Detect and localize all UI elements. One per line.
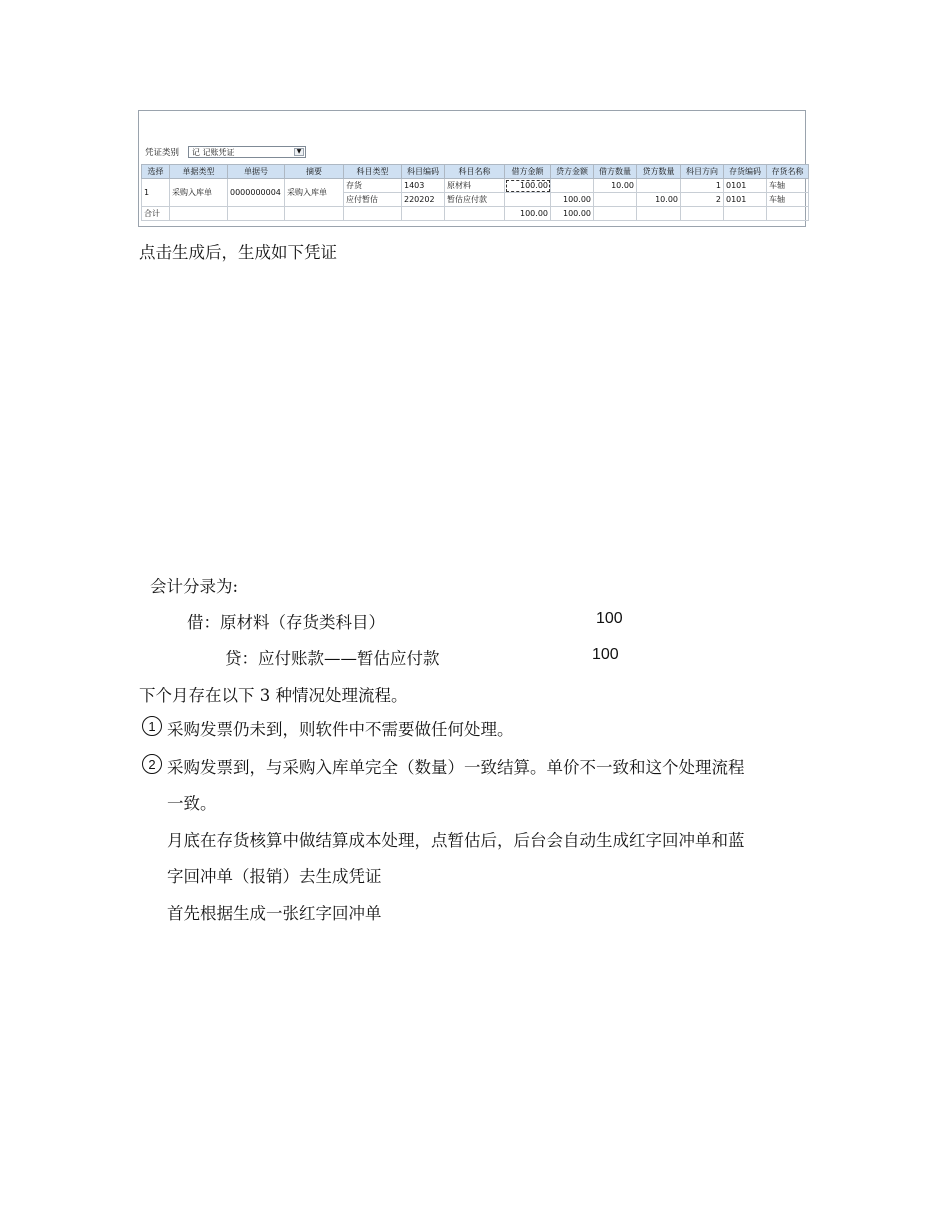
cell-debit-qty[interactable] [594, 193, 637, 207]
cell-credit[interactable]: 100.00 [551, 193, 594, 207]
total-label: 合计 [142, 207, 170, 221]
col-header-credit-qty[interactable]: 贷方数量 [637, 165, 681, 179]
cell-direction[interactable]: 2 [681, 193, 724, 207]
total-credit: 100.00 [551, 207, 594, 221]
cell-acct-type[interactable]: 应付暂估 [344, 193, 402, 207]
voucher-generation-screenshot [138, 110, 806, 227]
cell-select[interactable]: 1 [142, 179, 170, 207]
total-debit: 100.00 [505, 207, 551, 221]
cell-doc-type[interactable]: 采购入库单 [170, 179, 228, 207]
debit-amount: 100 [596, 610, 623, 627]
col-header-inv-name[interactable]: 存货名称 [767, 165, 809, 179]
after-click-text: 点击生成后，生成如下凭证 [139, 243, 337, 262]
col-header-acct-code[interactable]: 科目编码 [402, 165, 445, 179]
col-header-inv-code[interactable]: 存货编码 [724, 165, 767, 179]
col-header-acct-type[interactable]: 科目类型 [344, 165, 402, 179]
voucher-grid [141, 164, 809, 221]
item2-line1: 采购发票到，与采购入库单完全（数量）一致结算。单价不一致和这个处理流程 [167, 758, 745, 777]
credit-amount: 100 [592, 646, 619, 663]
item1-text: 采购发票仍未到，则软件中不需要做任何处理。 [167, 720, 514, 739]
entry-title: 会计分录为: [150, 577, 239, 596]
cell-acct-type[interactable]: 存货 [344, 179, 402, 193]
col-header-doc-type[interactable]: 单据类型 [170, 165, 228, 179]
voucher-type-select[interactable] [188, 146, 306, 158]
col-header-debit-qty[interactable]: 借方数量 [594, 165, 637, 179]
cell-direction[interactable]: 1 [681, 179, 724, 193]
para1-line2: 字回冲单（报销）去生成凭证 [167, 867, 382, 886]
col-header-acct-name[interactable]: 科目名称 [445, 165, 505, 179]
cell-acct-code[interactable]: 1403 [402, 179, 445, 193]
cell-inv-code[interactable]: 0101 [724, 179, 767, 193]
credit-line: 贷：应付账款——暂估应付款 [225, 649, 440, 668]
col-header-select[interactable]: 选择 [142, 165, 170, 179]
para2: 首先根据生成一张红字回冲单 [167, 904, 382, 923]
grid-header-row [142, 165, 809, 179]
cell-acct-name[interactable]: 原材料 [445, 179, 505, 193]
col-header-doc-no[interactable]: 单据号 [228, 165, 285, 179]
item2-line2: 一致。 [167, 794, 217, 813]
cell-inv-code[interactable]: 0101 [724, 193, 767, 207]
item2-marker: 2 [142, 754, 162, 774]
col-header-debit[interactable]: 借方金额 [505, 165, 551, 179]
cell-summary[interactable]: 采购入库单 [285, 179, 344, 207]
total-row [142, 207, 809, 221]
table-row[interactable] [142, 179, 809, 193]
cell-credit-qty[interactable]: 10.00 [637, 193, 681, 207]
debit-line: 借：原材料（存货类科目） [187, 613, 385, 632]
cell-acct-code[interactable]: 220202 [402, 193, 445, 207]
chevron-down-icon[interactable]: ▼ [294, 148, 304, 156]
col-header-credit[interactable]: 贷方金额 [551, 165, 594, 179]
cell-inv-name[interactable]: 车轴 [767, 193, 809, 207]
col-header-direction[interactable]: 科目方向 [681, 165, 724, 179]
voucher-type-row [145, 146, 306, 158]
voucher-type-value: 记 记账凭证 [192, 147, 235, 157]
para1-line1: 月底在存货核算中做结算成本处理，点暂估后，后台会自动生成红字回冲单和蓝 [167, 831, 745, 850]
cell-acct-name[interactable]: 暂估应付款 [445, 193, 505, 207]
cell-credit-qty[interactable] [637, 179, 681, 193]
cell-credit[interactable] [551, 179, 594, 193]
col-header-summary[interactable]: 摘要 [285, 165, 344, 179]
cell-inv-name[interactable]: 车轴 [767, 179, 809, 193]
cell-doc-no[interactable]: 0000000004 [228, 179, 285, 207]
next-month-text: 下个月存在以下 3 种情况处理流程。 [139, 686, 408, 705]
voucher-type-label: 凭证类别 [145, 148, 180, 158]
cell-debit[interactable]: 100.00 [505, 179, 551, 193]
item1-marker: 1 [142, 716, 162, 736]
cell-debit[interactable] [505, 193, 551, 207]
cell-debit-qty[interactable]: 10.00 [594, 179, 637, 193]
